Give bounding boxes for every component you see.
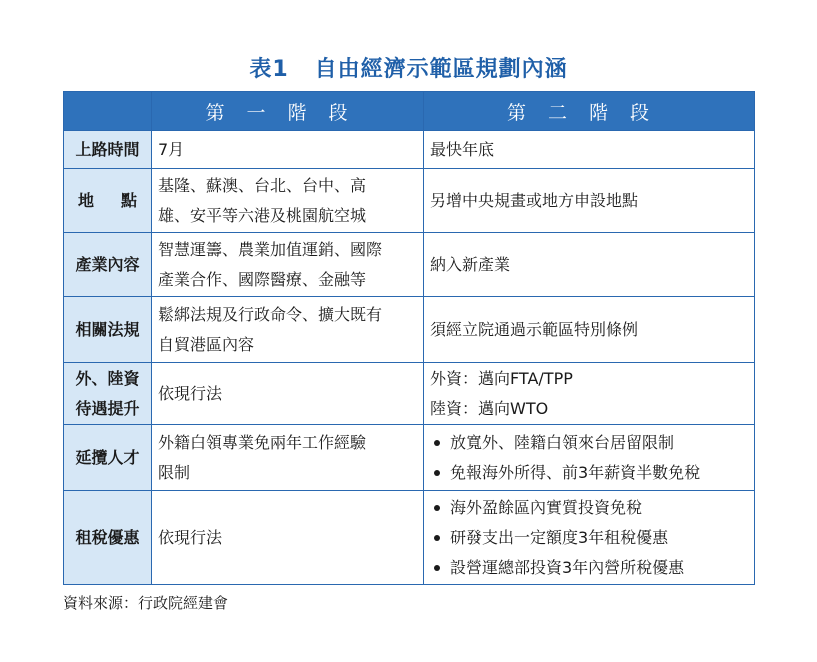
phase1-cell: 基隆、蘇澳、台北、台中、高 雄、安平等六港及桃園航空城	[152, 169, 424, 233]
phase1-cell: 外籍白領專業免兩年工作經驗 限制	[152, 425, 424, 491]
phase2-cell: 最快年底	[424, 131, 755, 169]
table-row	[64, 131, 755, 169]
row-label: 相關法規	[64, 297, 152, 363]
phase2-cell	[424, 491, 755, 585]
table-row	[64, 297, 755, 363]
header-row	[64, 92, 755, 131]
header-phase1: 第一階段	[152, 92, 424, 131]
phase2-cell: 納入新產業	[424, 233, 755, 297]
plan-table	[63, 91, 755, 585]
table-row	[64, 491, 755, 585]
phase2-cell: 另增中央規畫或地方申設地點	[424, 169, 755, 233]
phase1-cell: 7月	[152, 131, 424, 169]
list-item: 研發支出一定額度3年租稅優惠	[430, 523, 748, 553]
table-row	[64, 169, 755, 233]
bullet-list	[430, 428, 748, 488]
list-item: 海外盈餘區內實質投資免稅	[430, 493, 748, 523]
row-label: 產業內容	[64, 233, 152, 297]
row-label: 租稅優惠	[64, 491, 152, 585]
table-row	[64, 363, 755, 425]
row-label: 地點	[64, 169, 152, 233]
phase1-cell: 依現行法	[152, 491, 424, 585]
bullet-list	[430, 493, 748, 583]
phase1-cell: 鬆綁法規及行政命令、擴大既有 自貿港區內容	[152, 297, 424, 363]
phase2-cell: 外資：邁向FTA/TPP 陸資：邁向WTO	[424, 363, 755, 425]
phase2-cell	[424, 425, 755, 491]
source-note: 資料來源：行政院經建會	[63, 594, 229, 612]
list-item: 放寬外、陸籍白領來台居留限制	[430, 428, 748, 458]
phase2-cell: 須經立院通過示範區特別條例	[424, 297, 755, 363]
header-corner	[64, 92, 152, 131]
row-label: 外、陸資 待遇提升	[64, 363, 152, 425]
phase1-cell: 依現行法	[152, 363, 424, 425]
list-item: 免報海外所得、前3年薪資半數免稅	[430, 458, 748, 488]
header-phase2: 第二階段	[424, 92, 755, 131]
list-item: 設營運總部投資3年內營所稅優惠	[430, 553, 748, 583]
row-label: 上路時間	[64, 131, 152, 169]
table-title	[0, 52, 817, 83]
table-title-text: 自由經濟示範區規劃內涵	[314, 57, 568, 82]
table-row	[64, 425, 755, 491]
phase1-cell: 智慧運籌、農業加值運銷、國際 產業合作、國際醫療、金融等	[152, 233, 424, 297]
table-number: 表1	[249, 57, 289, 82]
row-label: 延攬人才	[64, 425, 152, 491]
table-row	[64, 233, 755, 297]
